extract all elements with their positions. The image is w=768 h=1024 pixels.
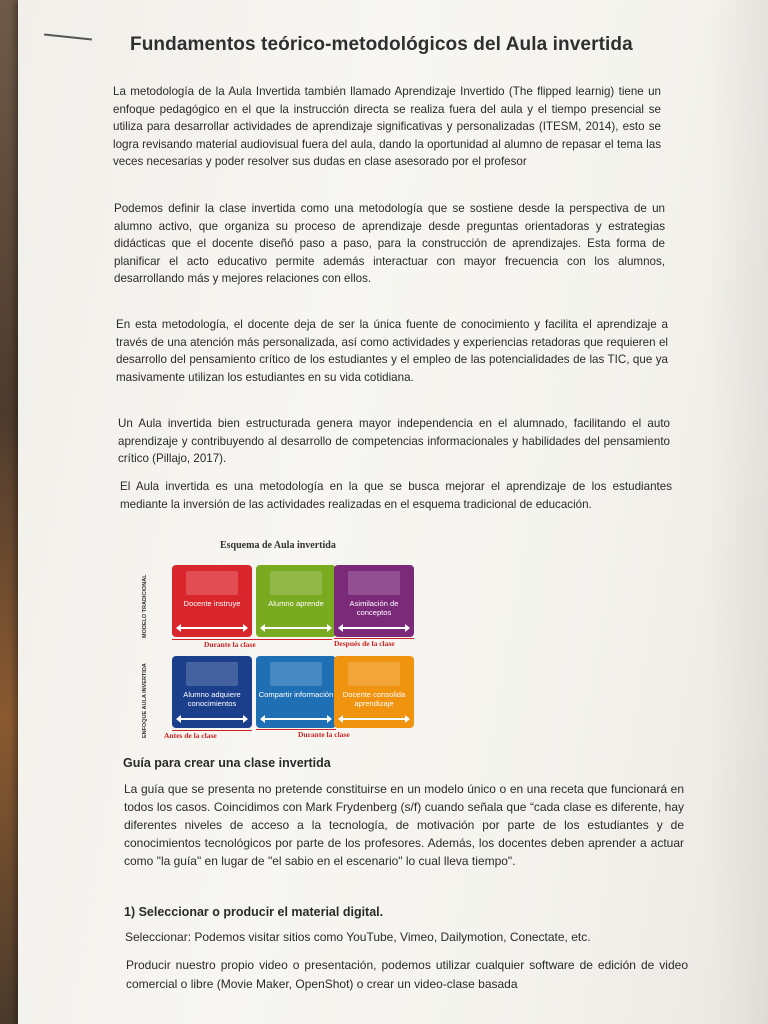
paragraph-1: La metodología de la Aula Invertida también llamado Aprendizaje Invertido (The flipped learnig) tiene un enfoque pedagógico en el que la instrucción directa se realiza fuera del aula y el tiempo presencial se utiliza para desarrollar actividades de aprendizaje significativas y personalizadas (ITESM, 2014), esto se logra revisando material audiovisual fuera del aula, dando la oportunidad al alumno de repasar el tema las veces necesarias y poder resolver sus dudas en clase asesorado por el profesor: [113, 85, 661, 169]
teacher-scene-icon: [186, 571, 238, 595]
double-arrow-icon: [340, 718, 408, 720]
step-1-select-paragraph: Seleccionar: Podemos visitar sitios como YouTube, Vimeo, Dailymotion, Conectate, etc.: [125, 930, 591, 944]
tile-label: Alumno adquiere conocimientos: [183, 690, 241, 708]
double-arrow-icon: [178, 718, 246, 720]
section-paragraph: La guía que se presenta no pretende constituirse en un modelo único o en una receta que funcionará en todos los casos. Coincidimos con Mark Frydenberg (s/f) cuando señala que “cada clase es diferente, hay diferentes niveles de acceso a la tecnología, de motivación por parte de los estudiantes y de conocimientos tecnológicos por parte de los profesores. Además, los docentes deben aprender a actuar como "la guía" en lugar de "el sabio en el escenario" lo cual lleva tiempo".: [124, 782, 684, 868]
tile-label: Asimilación de conceptos: [349, 599, 399, 617]
tile-docente-consolida: [334, 656, 414, 728]
presentation-scene-icon: [348, 662, 400, 686]
row-label-traditional: MODELO TRADICIONAL: [142, 574, 148, 638]
paragraph-2: Podemos definir la clase invertida como una metodología que se sostiene desde la perspectiva de un alumno activo, que organiza su proceso de aprendizaje desde preguntas orientadoras y estrategias didácticas que el docente diseñó paso a paso, para la construcción de aprendizajes. Esta forma de planificar el acto educativo permite además interactuar con mayor frecuencia con los alumnos, desarrollando más y mejores relaciones con ellos.: [114, 202, 665, 286]
section-heading: Guía para crear una clase invertida: [123, 756, 331, 770]
document-title: Fundamentos teórico-metodológicos del Aula invertida: [130, 34, 633, 55]
row-label-flipped: ENFOQUE AULA INVERTIDA: [142, 663, 148, 738]
tile-label: Docente instruye: [183, 599, 241, 608]
tile-label: Alumno aprende: [268, 599, 324, 608]
double-arrow-icon: [178, 627, 246, 629]
step-1-produce-paragraph: Producir nuestro propio video o presentación, podemos utilizar cualquier software de edición de video comercial o libre (Movie Maker, OpenShot) o crear un video-clase basada: [126, 958, 688, 991]
flipped-classroom-diagram: [138, 538, 428, 738]
time-label: Antes de la clase: [164, 731, 217, 740]
tile-alumno-aprende: [256, 565, 336, 637]
time-label: Durante la clase: [204, 640, 256, 649]
tile-docente-instruye: [172, 565, 252, 637]
double-arrow-icon: [262, 627, 330, 629]
paragraph-4: Un Aula invertida bien estructurada genera mayor independencia en el alumnado, facilitando el auto aprendizaje y contribuyendo al desarrollo de competencias informacionales y habilidades del pensamiento crítico (Pillajo, 2017).: [118, 417, 670, 466]
computer-scene-icon: [186, 662, 238, 686]
time-label: Durante la clase: [298, 730, 350, 739]
tile-label: Docente consolida aprendizaje: [342, 690, 406, 708]
double-arrow-icon: [340, 627, 408, 629]
tile-alumno-adquiere: [172, 656, 252, 728]
page-shade: [708, 0, 768, 1024]
tile-compartir-informacion: [256, 656, 336, 728]
step-1-heading: 1) Seleccionar o producir el material digital.: [124, 905, 384, 919]
students-scene-icon: [270, 571, 322, 595]
double-arrow-icon: [262, 718, 330, 720]
paragraph-3: En esta metodología, el docente deja de ser la única fuente de conocimiento y facilita el aprendizaje a través de una atención más personalizada, así como actividades y experiencias retadoras que requieren el desarrollo del pensamiento crítico de los estudiantes y el empleo de las potencialidades de las TIC, que ya masivamente utilizan los estudiantes en su vida cotidiana.: [116, 318, 668, 384]
diagram-title: Esquema de Aula invertida: [220, 540, 336, 551]
group-scene-icon: [270, 662, 322, 686]
tile-label: Compartir información: [258, 690, 334, 699]
tile-asimilacion-conceptos: [334, 565, 414, 637]
time-label: Después de la clase: [334, 639, 395, 648]
paragraph-5: El Aula invertida es una metodología en la que se busca mejorar el aprendizaje de los estudiantes mediante la inversión de las actividades realizadas en el esquema tradicional de educación.: [120, 480, 672, 511]
desk-scene-icon: [348, 571, 400, 595]
